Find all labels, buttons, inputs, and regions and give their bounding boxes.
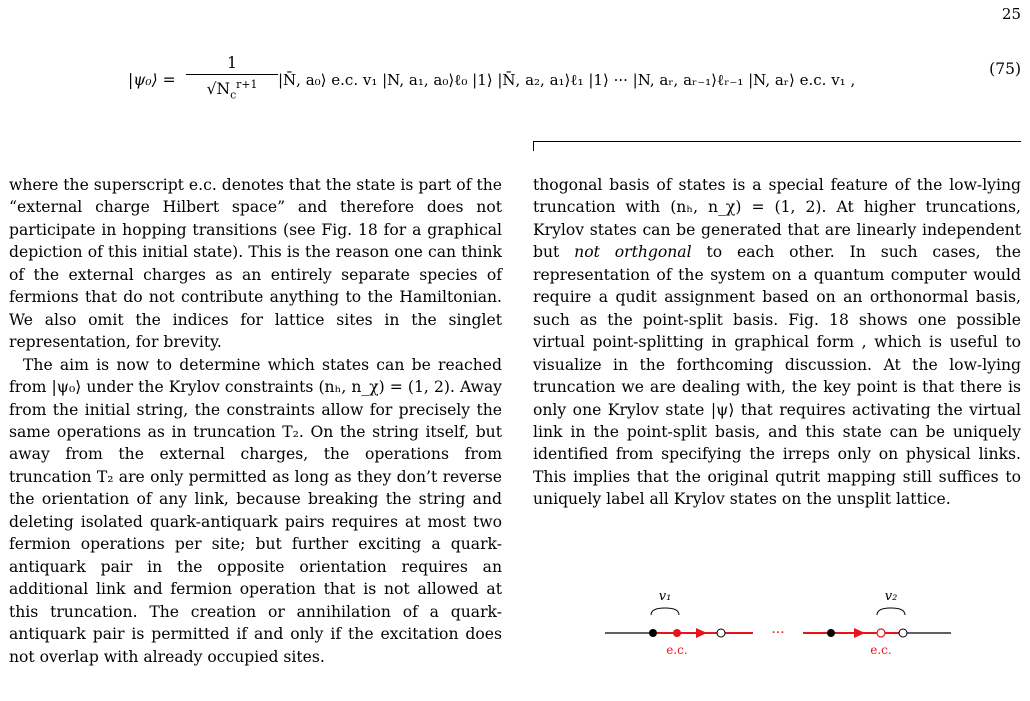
site-red-left	[673, 629, 681, 637]
string-arrow-right	[854, 628, 865, 638]
external-charge-label-left: e.c.	[666, 643, 688, 657]
right-paragraph-1: thogonal basis of states is a special feature of the low-lying truncation with (nₕ, n_χ) = (1, 2). At higher truncations, Krylov states can be generated that are linearly independent but not orthgonal to each other. In such cases, the representation of the system on a quantum computer would require a qudit assignment based on an orthonormal basis, such as the point-split basis. Fig. 18 shows one possible virtual point-splitting in graphical form , which is useful to visualize in the forthcoming discussion. At the low-lying truncation we are dealing with, the key point is that there is only one Krylov state |ψ⟩ that requires activating the virtual link in the point-split basis, and this state can be uniquely identified from specifying the irreps only on physical links. This implies that the original qutrit mapping still suffices to uniquely label all Krylov states on the unsplit lattice.	[533, 176, 1022, 509]
figure-18-diagram	[603, 583, 953, 673]
vertex-label-v1: v₁	[658, 589, 672, 604]
site-red-open-right	[877, 629, 885, 637]
left-column	[9, 174, 502, 668]
point-split-diagram	[603, 583, 953, 673]
fraction-bar	[186, 74, 278, 75]
fraction-denominator: $√N_c^{r+1}$	[206, 78, 258, 102]
equation-number: (75)	[989, 60, 1021, 78]
site-black-left	[649, 629, 657, 637]
column-rule	[533, 141, 1021, 142]
ellipsis: ···	[771, 625, 785, 641]
equation-lhs: |ψ₀⟩ =	[128, 71, 176, 89]
external-charge-label-right: e.c.	[870, 643, 892, 657]
page-number: 25	[1001, 5, 1021, 23]
equation-fraction	[186, 54, 278, 102]
equation-75	[0, 40, 1030, 120]
emphasis-not-orthogonal: not orthgonal	[574, 243, 692, 262]
column-rule-tick	[533, 141, 534, 151]
site-open-right	[899, 629, 907, 637]
site-black-right	[827, 629, 835, 637]
brace-right	[877, 608, 905, 615]
vertex-label-v2: v₂	[884, 589, 898, 604]
left-paragraph-2: The aim is now to determine which states can be reached from |ψ₀⟩ under the Krylov constraints (nₕ, n_χ) = (1, 2). Away from the initial string, the constraints allow for precisely the same operations as in truncation T₂. On the string itself, but away from the external charges, the operations from truncation T₂ are only permitted as long as they don’t reverse the orientation of any link, because breaking the string and deleting isolated quark-antiquark pairs requires at most two fermion operations per site; but further exciting a quark-antiquark pair in the opposite orientation requires an additional link and fermion operation that is not allowed at this truncation. The creation or annihilation of a quark-antiquark pair is permitted if and only if the excitation does not overlap with already occupied sites.	[9, 355, 502, 666]
right-column	[533, 174, 1021, 511]
equation-terms: |N̄, a₀⟩ e.c. v₁ |N, a₁, a₀⟩ℓ₀ |1⟩ |N̄, a₂, a₁⟩ℓ₁ |1⟩ ··· |N, aᵣ, aᵣ₋₁⟩ℓᵣ₋₁ |N, aᵣ⟩ e.c. v₁ ,	[278, 71, 856, 89]
equation-body	[128, 54, 918, 108]
left-paragraph-1: where the superscript e.c. denotes that the state is part of the “external charge Hilbert space” and therefore does not participate in hopping transitions (see Fig. 18 for a graphical depiction of this initial state). This is the reason one can think of the external charges as an entirely separate species of fermions that do not contribute anything to the Hamiltonian. We also omit the indices for lattice sites in the singlet representation, for brevity.	[9, 176, 502, 352]
fraction-numerator: 1	[227, 54, 237, 72]
brace-left	[651, 608, 679, 615]
site-open-left	[717, 629, 725, 637]
string-arrow-left	[696, 628, 707, 638]
